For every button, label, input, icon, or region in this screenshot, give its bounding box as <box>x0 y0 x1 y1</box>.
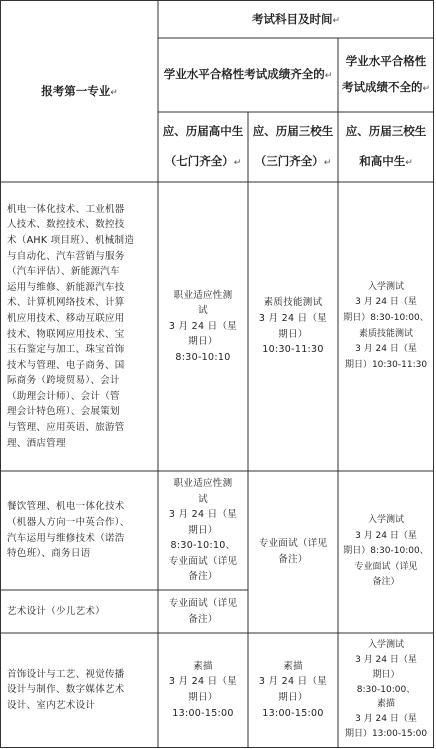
schedule-line: 3 月 24 日（星 <box>355 530 417 541</box>
schedule-line: 专业面试（详见 <box>168 597 238 609</box>
schedule-line: 试 <box>198 493 208 505</box>
schedule-line: 入学测试 <box>367 281 404 292</box>
header-col-high-school-line1: 应、历届高中生 <box>162 124 244 138</box>
major-line: 人技术、数控技术、数控技 <box>7 219 125 231</box>
schedule-line: 素描 <box>193 660 213 672</box>
major-line: 理、酒店管理 <box>7 437 66 449</box>
header-scores-complete-text: 学业水平合格性考试成绩齐全的 <box>163 67 325 81</box>
paragraph-mark: ↵ <box>324 71 333 81</box>
paragraph-mark: ↵ <box>110 87 118 98</box>
header-col-vocational <box>248 112 338 182</box>
major-line: 术（AHK 项目班）、机械制造 <box>7 234 135 246</box>
schedule-line: 素质技能测试 <box>358 328 413 339</box>
row1-col3-schedule <box>338 182 434 471</box>
major-line: 理会计特色班）、会展策划 <box>7 406 120 418</box>
major-line: 运用与维修、新能源汽车技 <box>7 281 125 293</box>
schedule-line: 3 月 24 日（星 <box>258 312 328 324</box>
row2-col3-schedule <box>338 471 434 633</box>
header-col-both-line1: 应、历届三校生 <box>345 124 427 138</box>
schedule-line: 8:30-10:10 <box>175 351 231 363</box>
row2-col2-schedule <box>248 471 338 633</box>
major-line: （汽车评估）、新能源汽车 <box>7 266 120 278</box>
row1-majors <box>1 182 158 471</box>
schedule-line: 期日） <box>188 524 218 536</box>
row4-majors <box>1 633 158 747</box>
schedule-line: 期日）8:30-10:00、 <box>343 312 429 323</box>
schedule-line: 期日） <box>278 692 308 703</box>
major-line: （机器人方向一中英合作）、 <box>7 516 130 528</box>
schedule-line: 3 月 24 日（星 <box>168 676 238 688</box>
schedule-line: 备注） <box>278 554 308 565</box>
schedule-line: 备注） <box>372 577 400 588</box>
row4-col1-schedule <box>158 633 248 747</box>
schedule-line: 期日）13:00-15:00 <box>344 728 428 739</box>
row4-col2-schedule <box>248 633 338 747</box>
schedule-line: 3 月 24 日（星 <box>355 297 417 308</box>
major-line: 设计、室内艺术设计 <box>7 699 96 711</box>
header-major <box>1 1 158 182</box>
major-line: 术、计算机网络技术、计算 <box>7 297 125 309</box>
row1-col2-schedule <box>248 182 338 471</box>
major-line: 首饰设计与工艺、视觉传播 <box>7 668 125 680</box>
schedule-line: 8:30-10:10、 <box>170 540 236 552</box>
schedule-line: 期日） <box>188 336 218 348</box>
major-line: （助理会计师）、会计（管 <box>7 390 120 402</box>
schedule-line: 3 月 24 日（星 <box>355 655 417 665</box>
header-col-both <box>338 112 434 182</box>
row1-col1-schedule <box>158 182 248 471</box>
schedule-line: 专业面试（详见 <box>354 561 418 572</box>
schedule-line: 素质技能测试 <box>263 297 323 309</box>
major-line: 汽车运用与维修技术（诺浩 <box>7 532 125 544</box>
schedule-line: 3 月 24 日（星 <box>355 714 417 725</box>
header-scores-incomplete <box>338 38 434 112</box>
row3-majors <box>1 590 158 633</box>
header-col-high-school-line2: （七门齐全） <box>164 154 234 168</box>
header-scores-incomplete-line2: 考试成绩不全的 <box>341 80 423 94</box>
major-line: 设计与制作、数字媒体艺术 <box>7 684 125 696</box>
major-line: 特色班）、商务日语 <box>7 548 91 560</box>
schedule-line: 3 月 24 日（星 <box>355 344 417 355</box>
major-line: 技术、物联网应用技术、宝 <box>7 328 125 340</box>
schedule-line: 13:00-15:00 <box>172 707 234 719</box>
schedule-line: 8:30-10:00、 <box>356 684 416 695</box>
schedule-line: 3 月 24 日（星 <box>168 320 238 332</box>
row3-col1-schedule <box>158 590 248 633</box>
paragraph-mark: ↵ <box>233 158 242 168</box>
major-line: 际商务（跨境贸易）、会计 <box>7 375 120 387</box>
schedule-line: 素描 <box>376 699 395 710</box>
schedule-line: 备注） <box>188 613 218 625</box>
schedule-line: 专业面试（详见 <box>258 538 328 550</box>
major-line: 与管理、应用英语、旅游管 <box>7 422 125 434</box>
paragraph-mark: ↵ <box>405 158 413 168</box>
row4-col3-schedule <box>338 633 434 747</box>
paragraph-mark: ↵ <box>323 158 332 168</box>
schedule-line: 期日） <box>278 328 308 340</box>
schedule-line: 素描 <box>283 660 303 672</box>
header-col-vocational-line2: （三门齐全） <box>254 154 324 168</box>
schedule-line: 期日） <box>372 669 400 680</box>
row2-col1-schedule <box>158 471 248 590</box>
major-line: 艺术设计（少儿艺术） <box>7 605 106 617</box>
major-line: 技术与管理、电子商务、国 <box>7 359 125 371</box>
major-line: 玉石鉴定与加工、珠宝首饰 <box>7 344 125 356</box>
header-major-text: 报考第一专业 <box>41 83 111 98</box>
major-line: 机电一体化技术、工业机器 <box>7 203 125 215</box>
header-col-high-school <box>158 112 248 182</box>
header-subject-time-text: 考试科目及时间 <box>251 11 333 26</box>
schedule-line: 期日）8:30-10:00、 <box>343 546 429 557</box>
schedule-line: 3 月 24 日（星 <box>168 509 238 521</box>
header-subject-time <box>158 1 434 38</box>
schedule-line: 期日） <box>188 692 218 703</box>
row2-majors <box>1 471 158 590</box>
paragraph-mark: ↵ <box>422 84 431 94</box>
schedule-line: 职业适应性测 <box>173 477 233 489</box>
schedule-line: 入学测试 <box>367 640 404 651</box>
major-line: 餐饮管理、机电一体化技术 <box>7 501 125 513</box>
schedule-line: 专业面试（详见 <box>168 555 238 567</box>
header-col-both-line2: 和高中生 <box>359 154 406 168</box>
major-line: 机应用技术、移动互联应用 <box>7 312 125 324</box>
schedule-line: 3 月 24 日（星 <box>258 676 328 688</box>
paragraph-mark: ↵ <box>332 15 341 26</box>
schedule-line: 10:30-11:30 <box>262 344 324 356</box>
schedule-line: 试 <box>198 305 208 317</box>
major-line: 与自动化、汽车营销与服务 <box>7 250 125 262</box>
schedule-line: 备注） <box>188 571 218 583</box>
header-scores-complete <box>158 38 338 112</box>
schedule-line: 13:00-15:00 <box>262 707 324 719</box>
header-col-vocational-line1: 应、历届三校生 <box>252 124 334 138</box>
schedule-line: 期日）10:30-11:30 <box>344 359 428 370</box>
schedule-line: 入学测试 <box>367 515 404 526</box>
schedule-line: 职业适应性测 <box>173 289 233 301</box>
header-scores-incomplete-line1: 学业水平合格性 <box>345 54 427 68</box>
